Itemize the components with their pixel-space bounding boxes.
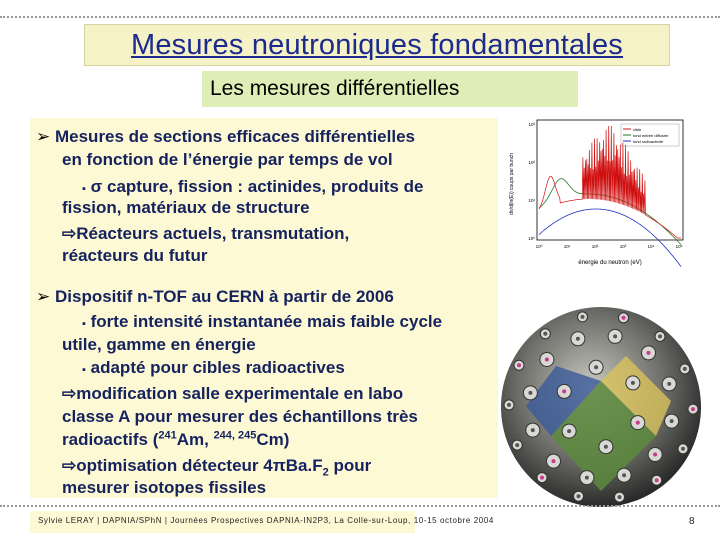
footer-text: Sylvie LERAY | DAPNIA/SPhN | Journées Prospectives DAPNIA-IN2P3, La Colle-sur-Loup, 10-15 octobre 2004 (38, 516, 494, 525)
bullet-1 (36, 127, 415, 147)
detector-text-1: optimisation détecteur 4πBa.F (76, 456, 323, 475)
neutron-spectrum-plot (503, 114, 688, 268)
detector-crystal-center (647, 351, 651, 355)
detector-crystal-center (636, 421, 640, 425)
subtitle-banner (202, 71, 578, 107)
sub-bullet-1-1 (82, 177, 423, 197)
detector-crystal-center (577, 494, 581, 498)
detector-crystal-center (691, 407, 695, 411)
bullet-1-text: Mesures de sections efficaces différentielles (54, 127, 415, 146)
plot-x-tick-label: 10⁵ (675, 244, 683, 249)
plot-y-tick-label: 10² (528, 160, 535, 165)
sub-bullet-1-1-cont: fission, matériaux de structure (62, 198, 310, 217)
sub-bullet-1-2-cont: réacteurs du futur (62, 246, 208, 265)
sub-bullet-1-1-text: σ capture, fission : actinides, produits de (90, 177, 424, 196)
legend-label-2: fond entrée diffusée (633, 133, 669, 138)
detector-crystal-center (658, 334, 662, 338)
detector-crystal-center (594, 365, 598, 369)
baf2-detector-image (496, 286, 706, 528)
legend-label-3: fond radioactivité (633, 139, 664, 144)
detector-crystal-center (667, 382, 671, 386)
implies-arrow-icon: ⇨ (62, 224, 77, 243)
detector-crystal-center (622, 316, 626, 320)
detector-crystal-center (655, 478, 659, 482)
plot-y-tick-label: 10³ (528, 122, 535, 127)
detector-crystal-center (545, 358, 549, 362)
plot-x-tick-label: 10⁴ (647, 244, 655, 249)
implies-arrow-icon: ⇨ (62, 456, 77, 475)
bullet-2-text: Dispositif n-TOF au CERN à partir de 2006 (54, 287, 394, 306)
detector-crystal-center (562, 389, 566, 393)
isotope-text-2: Am, (176, 430, 214, 449)
plot-y-tick-label: 10¹ (528, 198, 535, 203)
sub-bullet-2-1-cont: utile, gamme en énergie (62, 335, 256, 354)
footer-panel (30, 511, 494, 533)
sub-bullet-2-3-cont2 (62, 430, 289, 450)
square-bullet-icon: ▪ (82, 318, 86, 330)
detector-crystal-center (622, 473, 626, 477)
plot-x-tick-label: 10² (591, 244, 599, 249)
sub-bullet-2-3-cont1: classe A pour mesurer des échantillons très (62, 407, 418, 426)
detector-crystal-center (681, 447, 685, 451)
plot-y-tick-label: 10⁰ (528, 236, 535, 241)
detector-crystal-center (540, 476, 544, 480)
detector-crystal-center (670, 419, 674, 423)
plot-ylabel: dn/d(ln(E)) coups par bunch (509, 153, 515, 215)
detector-crystal-center (567, 429, 571, 433)
bullet-1-cont: en fonction de l’énergie par temps de vol (62, 150, 393, 169)
isotope-text-3: Cm) (256, 430, 290, 449)
bottom-dotted-rule (0, 505, 720, 507)
detector-crystal-center (581, 315, 585, 319)
square-bullet-icon: ▪ (82, 364, 86, 376)
detector-crystal-center (543, 332, 547, 336)
sub-bullet-2-2 (82, 358, 345, 378)
sub-bullet-1-2-text: Réacteurs actuels, transmutation, (76, 224, 350, 243)
sub-bullet-2-4 (62, 456, 372, 479)
sub-bullet-2-3 (62, 384, 403, 404)
detector-crystal-center (552, 459, 556, 463)
sub-bullet-2-1-text: forte intensité instantanée mais faible cycle (90, 312, 443, 331)
detector-text-2: pour (328, 456, 372, 475)
legend-label-1: cible (633, 127, 642, 132)
detector-crystal-center (631, 381, 635, 385)
detector-crystal-center (531, 428, 535, 432)
isotope-mass-1: 241 (158, 429, 177, 442)
sub-bullet-2-4-cont: mesurer isotopes fissiles (62, 478, 267, 497)
plot-xlabel: énergie du neutron (eV) (578, 260, 642, 266)
plot-legend (621, 124, 679, 146)
sub-bullet-2-2-text: adapté pour cibles radioactives (90, 358, 345, 377)
slide-title: Mesures neutroniques fondamentales (130, 29, 624, 61)
sub-bullet-2-1 (82, 312, 442, 332)
square-bullet-icon: ▪ (82, 183, 86, 195)
detector-crystal-center (683, 367, 687, 371)
detector-crystal-center (507, 403, 511, 407)
bullet-2 (36, 287, 394, 307)
sub-bullet-1-2 (62, 224, 349, 244)
isotope-mass-2: 244, 245 (213, 429, 257, 442)
detector-crystal-center (528, 391, 532, 395)
detector-crystal-center (515, 443, 519, 447)
implies-arrow-icon: ⇨ (62, 384, 77, 403)
plot-x-tick-label: 10¹ (563, 244, 571, 249)
isotope-text-1: radioactifs ( (62, 430, 159, 449)
detector-subscript: 2 (322, 466, 329, 479)
slide-subtitle: Les mesures différentielles (210, 77, 460, 100)
plot-x-tick-label: 10⁰ (535, 244, 543, 249)
top-dotted-rule (0, 16, 720, 18)
detector-crystal-center (585, 476, 589, 480)
page-number: 8 (689, 516, 695, 527)
detector-crystal-center (576, 337, 580, 341)
arrow-bullet-icon: ➢ (36, 287, 51, 306)
detector-crystal-center (618, 495, 622, 499)
detector-crystal-center (613, 334, 617, 338)
arrow-bullet-icon: ➢ (36, 127, 51, 146)
detector-crystal-center (517, 363, 521, 367)
title-banner (84, 24, 670, 66)
sub-bullet-2-3-text: modification salle experimentale en labo (76, 384, 404, 403)
detector-crystal-center (604, 445, 608, 449)
detector-crystal-center (653, 453, 657, 457)
plot-x-tick-label: 10³ (619, 244, 627, 249)
